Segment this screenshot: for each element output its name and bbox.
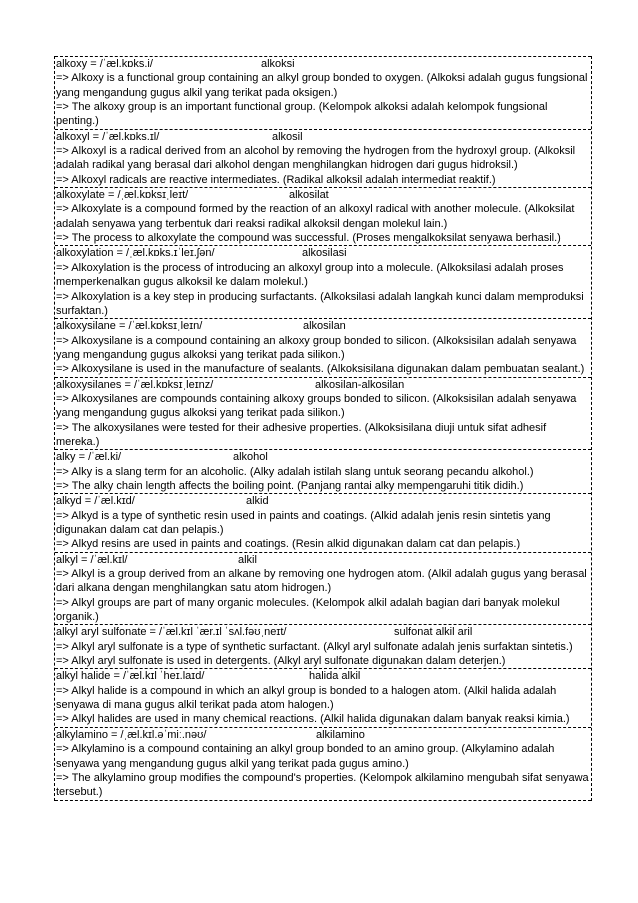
entry-translation: sulfonat alkil aril	[394, 626, 473, 639]
entry-term: alky = /ˈæl.ki/	[56, 451, 122, 464]
entry-translation: alkid	[246, 495, 269, 508]
entry-example: => The alky chain length affects the boiling point. (Panjang rantai alky mempengaruhi titik didih.)	[56, 479, 524, 492]
glossary-entry	[55, 668, 591, 726]
entry-header	[56, 625, 590, 639]
entry-term: alkoxyl = /ˈæl.kɒks.ɪl/	[56, 130, 160, 143]
entry-definition: => Alkyd is a type of synthetic resin used in paints and coatings. (Alkid adalah jenis resin sintetis yang digunakan dalam cat dan pelapis.)	[56, 509, 551, 536]
entry-definition: => Alkoxysilane is a compound containing an alkoxy group bonded to silicon. (Alkoksisilan adalah senyawa yang mengandung gugus alkoksi yang terikat pada silikon.)	[56, 334, 577, 361]
glossary-entry	[55, 245, 591, 318]
entry-definition: => Alkyl is a group derived from an alkane by removing one hydrogen atom. (Alkil adalah gugus yang berasal dari alkana dengan menghilangkan satu atom hidrogen.)	[56, 568, 587, 595]
entry-example: => Alkoxysilane is used in the manufacture of sealants. (Alkoksisilana digunakan dalam pembuatan sealant.)	[56, 363, 585, 376]
entry-term: alkyl aryl sulfonate = /ˈæl.kɪl ˈær.ɪl ˈsʌl.fəʊˌneɪt/	[56, 626, 287, 639]
entry-translation: alkil	[238, 553, 257, 566]
entry-translation: alkosil	[272, 130, 303, 143]
entry-translation: alkosilan-alkosilan	[315, 378, 405, 391]
entry-definition: => Alkoxyl is a radical derived from an alcohol by removing the hydrogen from the hydroxyl group. (Alkoksil adalah radikal yang berasal dari alkohol dengan menghilangkan hidrogen dari gugus hidroksil.)	[56, 145, 576, 172]
entry-header	[56, 188, 590, 202]
glossary-entry	[55, 187, 591, 245]
entry-definition: => Alkoxy is a functional group containing an alkyl group bonded to oxygen. (Alkoksi adalah gugus fungsional yang mengandung gugus alkil yang terikat pada oksigen.)	[56, 72, 588, 99]
glossary-entry	[55, 449, 591, 493]
glossary-entry	[55, 493, 591, 551]
entry-header	[56, 378, 590, 392]
glossary-entry	[55, 727, 591, 801]
glossary-entry	[55, 552, 591, 625]
entry-translation: halida alkil	[309, 670, 361, 683]
entry-term: alkylamino = /ˌæl.kɪl.əˈmiː.nəʊ/	[56, 728, 207, 741]
entry-translation: alkosilan	[303, 320, 346, 333]
entry-definition: => Alkyl halide is a compound in which an alkyl group is bonded to a halogen atom. (Alkil halida adalah senyawa di mana gugus alkil terikat pada atom halogen.)	[56, 684, 557, 712]
entry-header	[56, 319, 590, 333]
entry-example: => Alkyl aryl sulfonate is used in detergents. (Alkyl aryl sulfonate digunakan dalam deterjen.)	[56, 655, 506, 668]
glossary-page	[54, 56, 592, 801]
entry-header	[56, 130, 590, 144]
entry-example: => Alkyl halides are used in many chemical reactions. (Alkil halida digunakan dalam banyak reaksi kimia.)	[56, 713, 570, 726]
entry-header	[56, 450, 590, 464]
glossary-entry	[55, 56, 591, 129]
glossary-entry	[55, 377, 591, 450]
entry-term: alkyl halide = /ˈæl.kɪl ˈheɪ.laɪd/	[56, 670, 205, 683]
entry-example: => Alkyl groups are part of many organic molecules. (Kelompok alkil adalah bagian dari banyak molekul organik.)	[56, 596, 560, 624]
entry-translation: alkosilasi	[302, 247, 347, 260]
entry-example: => Alkyd resins are used in paints and coatings. (Resin alkid digunakan dalam cat dan pelapis.)	[56, 538, 521, 551]
entry-term: alkoxy = /ˈæl.kɒks.i/	[56, 58, 153, 70]
entry-translation: alkohol	[233, 451, 268, 464]
entry-example: => Alkoxyl radicals are reactive intermediates. (Radikal alkoksil adalah intermediat reaktif.)	[56, 173, 496, 186]
entry-term: alkoxylation = /ˌæl.kɒks.ɪˈleɪ.ʃən/	[56, 247, 215, 260]
entry-translation: alkosilat	[289, 189, 329, 202]
entry-example: => The process to alkoxylate the compound was successful. (Proses mengalkoksilat senyawa berhasil.)	[56, 232, 561, 245]
entry-example: => The alkoxysilanes were tested for their adhesive properties. (Alkoksisilana diuji untuk sifat adhesif mereka.)	[56, 421, 547, 448]
entry-term: alkyd = /ˈæl.kɪd/	[56, 495, 135, 508]
glossary-entry	[55, 318, 591, 376]
entry-header	[56, 553, 590, 567]
glossary-entry	[55, 129, 591, 187]
entry-definition: => Alkoxylation is the process of introducing an alkoxyl group into a molecule. (Alkoksilasi adalah proses memperkenalkan gugus alkoksil ke dalam molekul.)	[56, 261, 564, 289]
entry-term: alkoxylate = /ˌæl.kɒksɪˌleɪt/	[56, 189, 189, 202]
entry-definition: => Alky is a slang term for an alcoholic. (Alky adalah istilah slang untuk seorang pecandu alkohol.)	[56, 465, 534, 478]
entry-example: => The alkylamino group modifies the compound's properties. (Kelompok alkilamino mengubah sifat senyawa tersebut.)	[56, 771, 589, 799]
entry-example: => The alkoxy group is an important functional group. (Kelompok alkoksi adalah kelompok fungsional penting.)	[56, 101, 548, 128]
entry-header	[56, 246, 590, 260]
entry-header	[56, 57, 590, 71]
entry-header	[56, 494, 590, 508]
entry-term: alkoxysilanes = /ˈæl.kɒksɪˌleɪnz/	[56, 378, 214, 391]
entry-term: alkyl = /ˈæl.kɪl/	[56, 553, 128, 566]
entry-definition: => Alkoxylate is a compound formed by the reaction of an alkoxyl radical with another molecule. (Alkoksilat adalah senyawa yang terbentuk dari reaksi radikal alkoksil dengan molekul lain.)	[56, 203, 575, 230]
entry-example: => Alkoxylation is a key step in producing surfactants. (Alkoksilasi adalah langkah kunci dalam memproduksi surfaktan.)	[56, 290, 584, 317]
entry-header	[56, 728, 590, 742]
entry-definition: => Alkyl aryl sulfonate is a type of synthetic surfactant. (Alkyl aryl sulfonate adalah jenis surfaktan sintetis.)	[56, 640, 573, 653]
entry-definition: => Alkoxysilanes are compounds containing alkoxy groups bonded to silicon. (Alkoksisilan adalah senyawa yang mengandung gugus alkoksi yang terikat pada silikon.)	[56, 392, 577, 420]
entry-term: alkoxysilane = /ˈæl.kɒksɪˌleɪn/	[56, 320, 203, 333]
entry-translation: alkilamino	[316, 728, 365, 741]
glossary-entry	[55, 624, 591, 668]
entry-header	[56, 669, 590, 683]
entry-definition: => Alkylamino is a compound containing an alkyl group bonded to an amino group. (Alkylamino adalah senyawa yang mengandung gugus alkil yang terikat pada gugus amino.)	[56, 743, 555, 770]
entry-translation: alkoksi	[261, 58, 295, 70]
